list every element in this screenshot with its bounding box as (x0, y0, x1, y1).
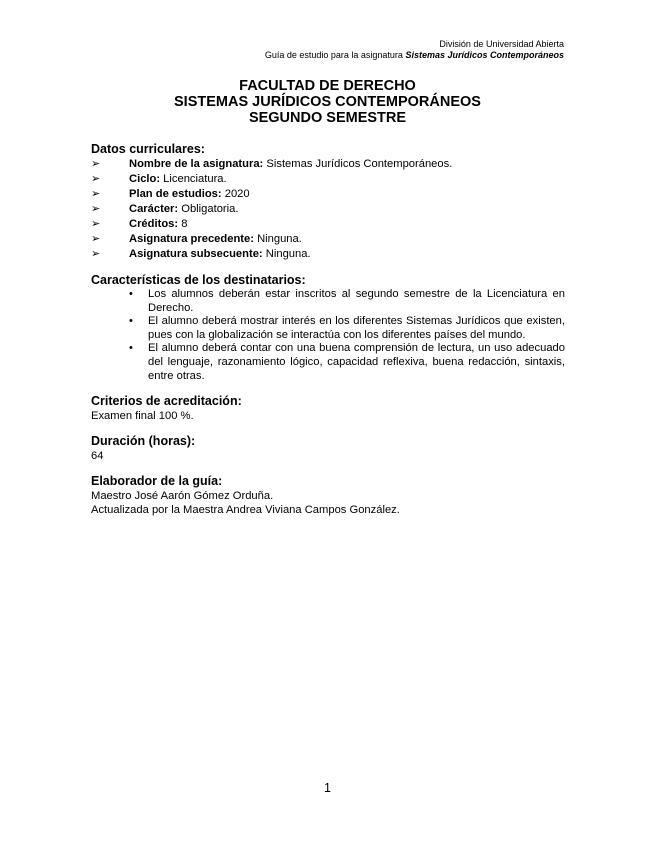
bullet-dot-icon: • (129, 342, 133, 355)
datos-value: 8 (178, 218, 188, 230)
title-semester: SEGUNDO SEMESTRE (248, 110, 407, 126)
arrowhead-bullet-icon: ➢ (91, 248, 101, 260)
datos-value: 2020 (221, 188, 250, 200)
arrowhead-bullet-icon: ➢ (91, 188, 101, 200)
datos-label: Asignatura subsecuente: (129, 248, 263, 260)
header-guide-subject: Sistemas Jurídicos Contemporáneos (405, 50, 564, 60)
datos-label: Créditos: (129, 218, 179, 230)
page-number: 1 (324, 781, 331, 795)
datos-label: Ciclo: (129, 173, 161, 185)
destinatarios-heading: Características de los destinatarios: (91, 273, 306, 287)
duracion-heading: Duración (horas): (91, 434, 196, 449)
destinatarios-text: Los alumnos deberán estar inscritos al segundo semestre de la Licenciatura en Derecho. (148, 288, 565, 314)
datos-value: Ninguna. (262, 248, 311, 260)
elaborador-update: Actualizada por la Maestra Andrea Viviana Campos González. (91, 504, 400, 517)
arrowhead-bullet-icon: ➢ (91, 173, 101, 185)
datos-value: Sistemas Jurídicos Contemporáneos. (263, 158, 453, 170)
datos-heading: Datos curriculares: (91, 142, 205, 156)
header-division: División de Universidad Abierta (439, 39, 564, 49)
datos-value: Obligatoria. (178, 203, 239, 215)
destinatarios-text: El alumno deberá mostrar interés en los diferentes Sistemas Jurídicos que existen, pues con la globalización se interactúa con los diferentes países del mundo. (148, 315, 565, 341)
destinatarios-list (91, 288, 565, 383)
datos-item (91, 202, 565, 217)
datos-label: Nombre de la asignatura: (129, 158, 264, 170)
header-guide (265, 49, 564, 61)
elaborador-heading: Elaborador de la guía: (91, 474, 223, 489)
criterios-text: Examen final 100 %. (91, 410, 194, 423)
document-body (91, 142, 565, 517)
title-block (0, 78, 655, 126)
elaborador-author: Maestro José Aarón Gómez Orduña. (91, 490, 274, 503)
criterios-heading: Criterios de acreditación: (91, 394, 242, 409)
destinatarios-text: El alumno deberá contar con una buena comprensión de lectura, un uso adecuado del lenguaje, razonamiento lógico, capacidad reflexiva, buena redacción, sintaxis, entre otras. (148, 342, 565, 382)
datos-item (91, 187, 565, 202)
datos-value: Licenciatura. (160, 173, 227, 185)
datos-list (91, 157, 565, 262)
datos-label: Asignatura precedente: (129, 233, 254, 245)
title-subject: SISTEMAS JURÍDICOS CONTEMPORÁNEOS (174, 94, 481, 110)
duracion-text: 64 (91, 450, 104, 463)
arrowhead-bullet-icon: ➢ (91, 203, 101, 215)
arrowhead-bullet-icon: ➢ (91, 218, 101, 230)
destinatarios-item (129, 288, 565, 315)
datos-item (91, 157, 565, 172)
datos-item (91, 232, 565, 247)
arrowhead-bullet-icon: ➢ (91, 158, 101, 170)
datos-item (91, 217, 565, 232)
datos-item (91, 172, 565, 187)
datos-value: Ninguna. (253, 233, 302, 245)
datos-label: Carácter: (129, 203, 179, 215)
bullet-dot-icon: • (129, 315, 133, 328)
bullet-dot-icon: • (129, 288, 133, 300)
datos-item (91, 247, 565, 262)
arrowhead-bullet-icon: ➢ (91, 233, 101, 245)
title-faculty: FACULTAD DE DERECHO (239, 78, 416, 94)
datos-label: Plan de estudios: (129, 188, 222, 200)
destinatarios-item (129, 342, 565, 383)
header-guide-prefix: Guía de estudio para la asignatura (264, 50, 406, 60)
destinatarios-item (129, 315, 565, 342)
